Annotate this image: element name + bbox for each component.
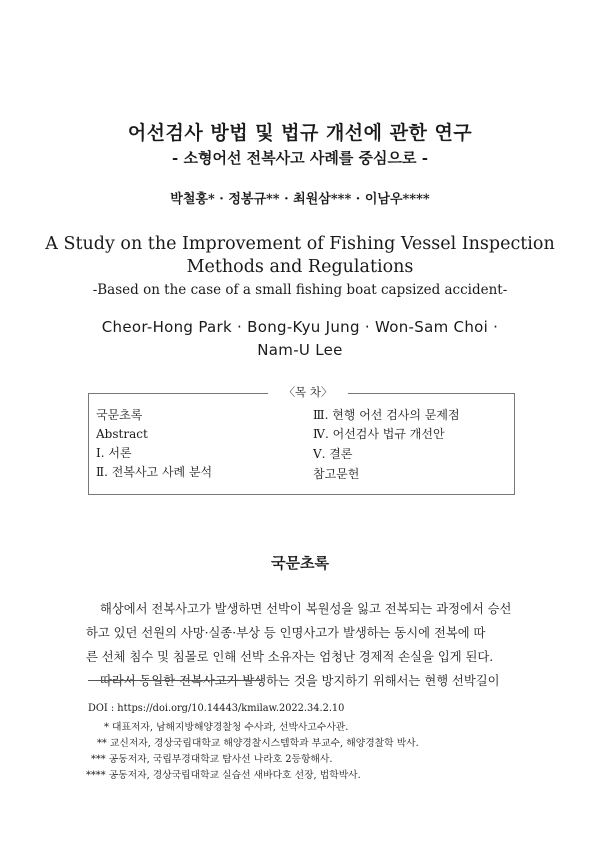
authors-english-line-1: Cheor-Hong Park · Bong-Kyu Jung · Won-Sam Choi · xyxy=(101,318,499,336)
abstract-paragraph-line: 해상에서 전복사고가 발생하면 선박이 복원성을 잃고 전복되는 과정에서 승선 xyxy=(100,602,512,616)
toc-item-inspection-problems: Ⅲ. 현행 어선 검사의 문제점 xyxy=(313,408,460,422)
paper-title-korean: 어선검사 방법 및 법규 개선에 관한 연구 xyxy=(127,122,473,144)
toc-label: 〈목 차〉 xyxy=(268,384,348,400)
footnote-author-3: *** 공동저자, 국립부경대학교 탐사선 나라호 2등항해사. xyxy=(91,754,333,765)
toc-item-references: 참고문헌 xyxy=(313,467,360,481)
abstract-heading: 국문초록 xyxy=(271,554,329,572)
authors-korean: 박철홍* · 정봉규** · 최원삼*** · 이남우**** xyxy=(170,192,430,207)
toc-item-introduction: Ⅰ. 서론 xyxy=(96,446,132,460)
paper-subtitle-english: -Based on the case of a small fishing boat capsized accident- xyxy=(92,282,508,298)
paper-subtitle-korean: - 소형어선 전복사고 사례를 중심으로 - xyxy=(172,149,428,167)
abstract-paragraph-line: 하고 있던 선원의 사망·실종·부상 등 인명사고가 발생하는 동시에 전복에 따 xyxy=(86,626,486,640)
footnote-author-4: **** 공동저자, 경상국립대학교 실습선 새바다호 선장, 법학박사. xyxy=(86,770,361,781)
toc-item-abstract: Abstract xyxy=(96,427,148,441)
paper-title-english-line-2: Methods and Regulations xyxy=(186,257,414,277)
footnote-author-1: * 대표저자, 남해지방해양경찰청 수사과, 선박사고수사관. xyxy=(104,722,349,733)
toc-item-conclusion: Ⅴ. 결론 xyxy=(313,447,353,461)
toc-item-regulation-improvement: Ⅳ. 어선검사 법규 개선안 xyxy=(313,427,445,441)
footnote-author-2: ** 교신저자, 경상국립대학교 해양경찰시스템학과 부교수, 해양경찰학 박사. xyxy=(97,738,419,749)
footnote-divider xyxy=(88,680,263,681)
toc-item-korean-abstract: 국문초록 xyxy=(96,408,143,422)
authors-english-line-2: Nam-U Lee xyxy=(257,341,343,359)
paper-title-english-line-1: A Study on the Improvement of Fishing Vessel Inspection xyxy=(45,234,555,254)
doi-footnote[interactable]: DOI : https://doi.org/10.14443/kmilaw.2022.34.2.10 xyxy=(88,703,345,714)
toc-item-accident-analysis: Ⅱ. 전복사고 사례 분석 xyxy=(96,465,213,479)
abstract-paragraph-line: 른 선체 침수 및 침몰로 인해 선박 소유자는 엄청난 경제적 손실을 입게 된다. xyxy=(86,650,494,664)
abstract-paragraph-line: 따라서 동일한 전복사고가 발생하는 것을 방지하기 위해서는 현행 선박길이 xyxy=(100,674,500,688)
